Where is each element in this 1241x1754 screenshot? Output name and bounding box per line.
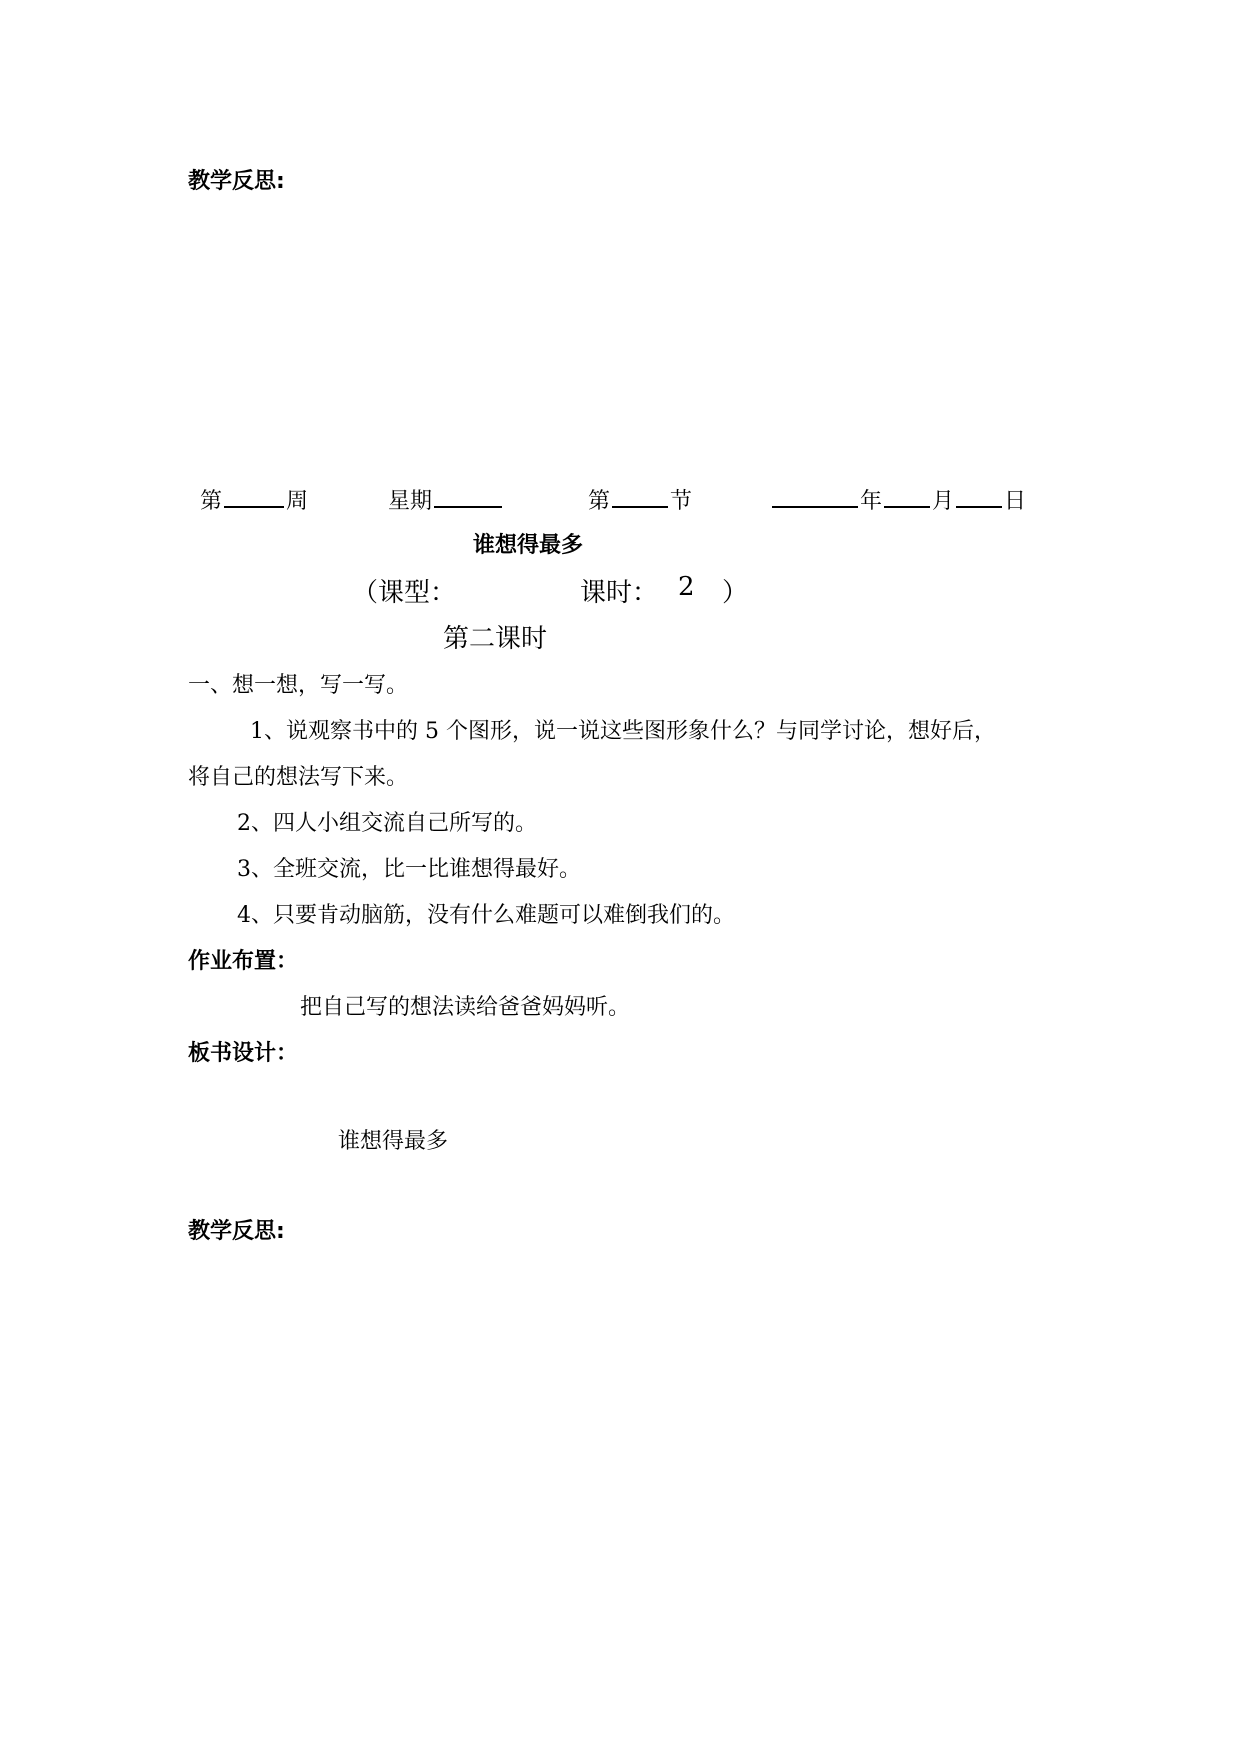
month-suffix: 月 [932,489,955,514]
date-field [770,484,1026,515]
reflection-heading-bottom: 教学反思: [188,1219,285,1244]
schedule-line [200,484,308,515]
homework-heading: 作业布置： [188,949,299,974]
lesson-hours-label: 课时： [580,578,659,608]
homework-text: 把自己写的想法读给爸爸妈妈听。 [300,995,631,1020]
period-blank[interactable] [612,484,668,508]
period-prefix: 第 [588,489,611,514]
lesson-close-paren: ） [722,578,749,608]
section-one-item-3: 3、全班交流，比一比谁想得最好。 [237,857,581,882]
weekday-prefix: 星期 [388,489,433,514]
section-one-item-2: 2、四人小组交流自己所写的。 [237,811,537,836]
board-heading: 板书设计： [188,1041,299,1066]
month-blank[interactable] [884,484,930,508]
lesson-type-label: （课型： [352,578,457,608]
day-blank[interactable] [956,484,1002,508]
section-one-item-1-cont: 将自己的想法写下来。 [188,765,409,790]
year-blank[interactable] [772,484,858,508]
weekday-blank[interactable] [434,484,502,508]
lesson-title: 谁想得最多 [473,533,584,558]
board-text: 谁想得最多 [338,1129,449,1154]
year-suffix: 年 [860,489,883,514]
period-suffix: 节 [670,489,693,514]
period-field [588,484,692,515]
lesson-hours-value: 2 [678,572,695,602]
week-blank[interactable] [224,484,284,508]
section-one-item-1: 1、说观察书中的 5 个图形，说一说这些图形象什么？与同学讨论，想好后， [250,719,996,744]
weekday-field [388,484,504,515]
section-one-item-4: 4、只要肯动脑筋，没有什么难题可以难倒我们的。 [237,903,735,928]
lesson-session: 第二课时 [443,624,548,654]
day-suffix: 日 [1004,489,1027,514]
section-one-heading: 一、想一想，写一写。 [188,673,409,698]
reflection-heading-top: 教学反思: [188,169,285,194]
week-prefix: 第 [200,489,223,514]
week-suffix: 周 [286,489,309,514]
